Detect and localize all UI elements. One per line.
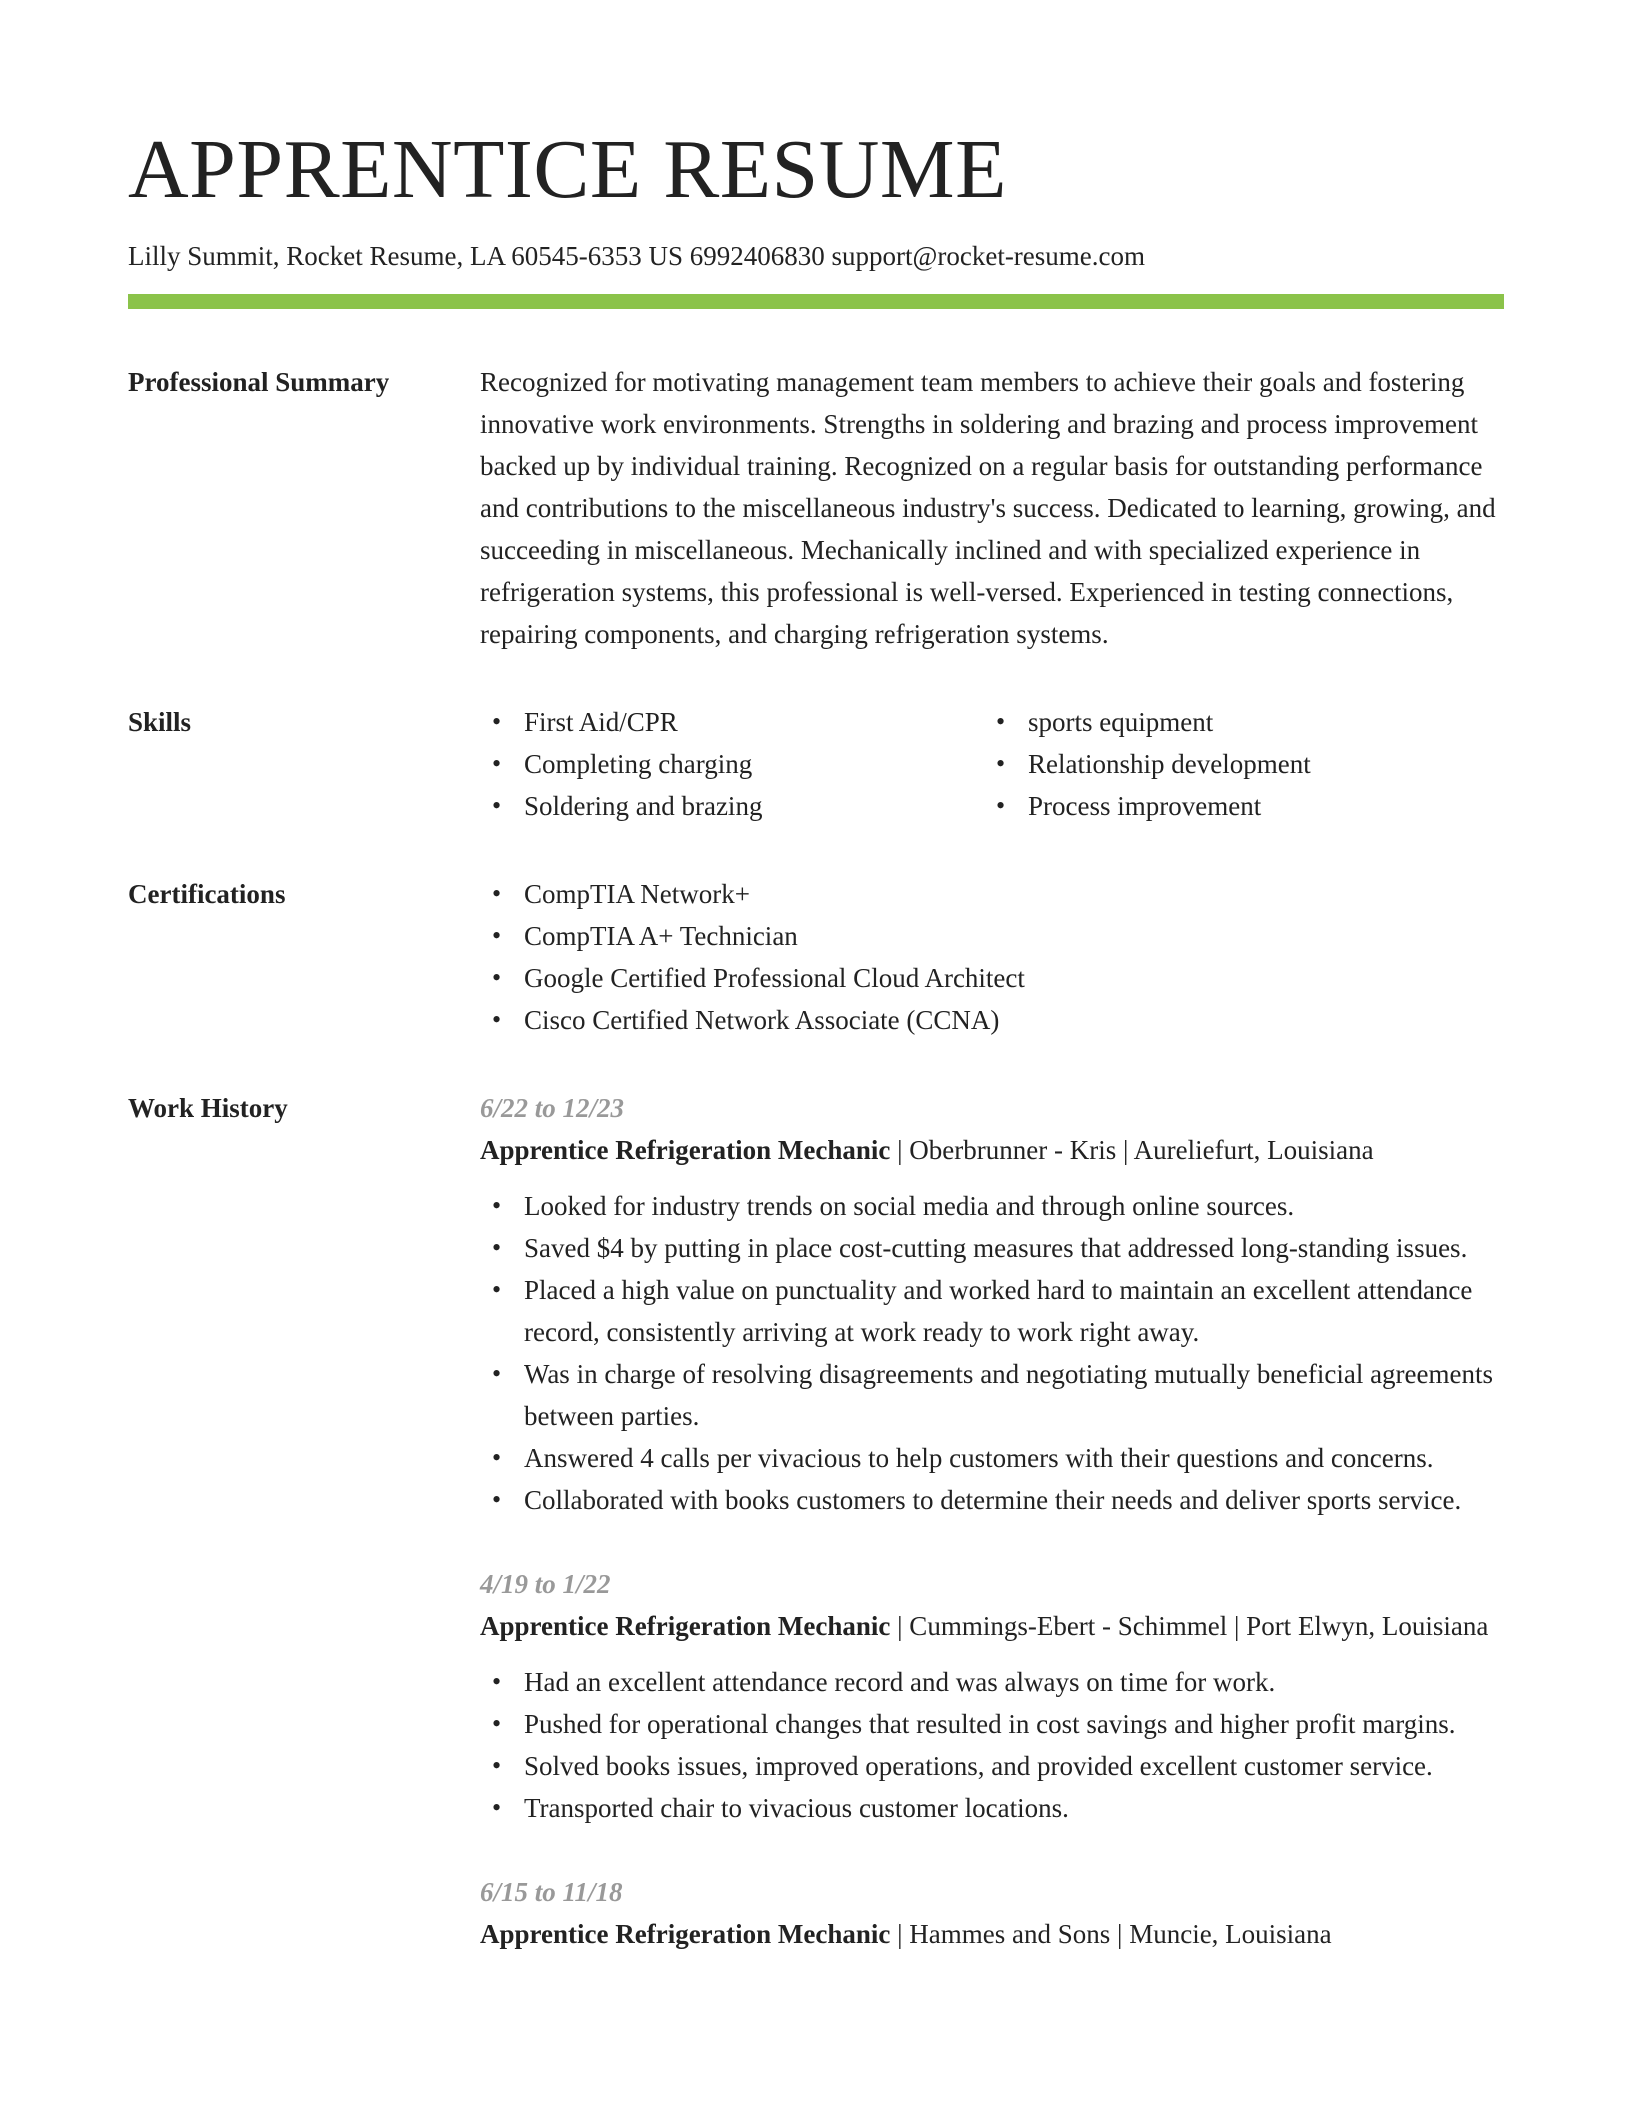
job-employer: | Oberbrunner - Kris | Aureliefurt, Louisiana [890, 1135, 1374, 1165]
duty-item: • Had an excellent attendance record and was always on time for work. [480, 1661, 1504, 1703]
duty-item: • Collaborated with books customers to determine their needs and deliver sports service. [480, 1479, 1504, 1521]
job-entry [480, 1087, 1504, 1521]
certification-item: • Cisco Certified Network Associate (CCNA) [480, 999, 1504, 1041]
summary-text: Recognized for motivating management team members to achieve their goals and fostering innovative work environments. Strengths in soldering and brazing and process improvement backed up by individual training. Recognized on a regular basis for outstanding performance and contributions to the miscellaneous industry's success. Dedicated to learning, growing, and succeeding in miscellaneous. Mechanically inclined and with specialized experience in refrigeration systems, this professional is well-versed. Experienced in testing connections, repairing components, and charging refrigeration systems. [480, 367, 1496, 649]
skill-item: • Completing charging [480, 743, 984, 785]
job-duties [480, 1185, 1504, 1521]
skills-section [128, 701, 1504, 827]
section-heading: Professional Summary [128, 367, 390, 397]
job-employer: | Cummings-Ebert - Schimmel | Port Elwyn, Louisiana [890, 1611, 1489, 1641]
skill-item: • Relationship development [984, 743, 1488, 785]
certifications-list [480, 873, 1504, 1041]
duty-item: • Solved books issues, improved operations, and provided excellent customer service. [480, 1745, 1504, 1787]
job-title: Apprentice Refrigeration Mechanic [480, 1611, 891, 1641]
job-duties [480, 1661, 1504, 1829]
certification-item: • Google Certified Professional Cloud Architect [480, 957, 1504, 999]
job-dates: 6/15 to 11/18 [480, 1877, 623, 1907]
certification-item: • CompTIA A+ Technician [480, 915, 1504, 957]
job-title: Apprentice Refrigeration Mechanic [480, 1919, 891, 1949]
job-heading [480, 1129, 1504, 1171]
skills-list [480, 701, 1504, 827]
duty-item: • Transported chair to vivacious customer locations. [480, 1787, 1504, 1829]
duty-item: • Answered 4 calls per vivacious to help customers with their questions and concerns. [480, 1437, 1504, 1479]
job-dates: 6/22 to 12/23 [480, 1093, 625, 1123]
summary-section [128, 361, 1504, 655]
skill-item: • First Aid/CPR [480, 701, 984, 743]
job-heading [480, 1913, 1504, 1955]
job-title: Apprentice Refrigeration Mechanic [480, 1135, 891, 1165]
skill-item: • Soldering and brazing [480, 785, 984, 827]
resume-page [128, 120, 1504, 1997]
job-dates: 4/19 to 1/22 [480, 1569, 611, 1599]
job-heading [480, 1605, 1504, 1647]
job-employer: | Hammes and Sons | Muncie, Louisiana [890, 1919, 1332, 1949]
job-entry [480, 1563, 1504, 1829]
skill-item: • Process improvement [984, 785, 1488, 827]
resume-title: APPRENTICE RESUME [128, 123, 1007, 216]
duty-item: • Looked for industry trends on social media and through online sources. [480, 1185, 1504, 1227]
contact-line: Lilly Summit, Rocket Resume, LA 60545-6353 US 6992406830 support@rocket-resume.com [128, 241, 1146, 271]
skill-item: • sports equipment [984, 701, 1488, 743]
section-heading: Certifications [128, 879, 286, 909]
certification-item: • CompTIA Network+ [480, 873, 1504, 915]
work-history-section [128, 1087, 1504, 1997]
duty-item: • Placed a high value on punctuality and worked hard to maintain an excellent attendance record, consistently arriving at work ready to work right away. [480, 1269, 1504, 1353]
header-divider [128, 294, 1504, 309]
job-entry [480, 1871, 1504, 1955]
section-heading: Skills [128, 707, 192, 737]
duty-item: • Saved $4 by putting in place cost-cutting measures that addressed long-standing issues. [480, 1227, 1504, 1269]
duty-item: • Pushed for operational changes that resulted in cost savings and higher profit margins. [480, 1703, 1504, 1745]
section-heading: Work History [128, 1093, 288, 1123]
duty-item: • Was in charge of resolving disagreements and negotiating mutually beneficial agreements between parties. [480, 1353, 1504, 1437]
certifications-section [128, 873, 1504, 1041]
